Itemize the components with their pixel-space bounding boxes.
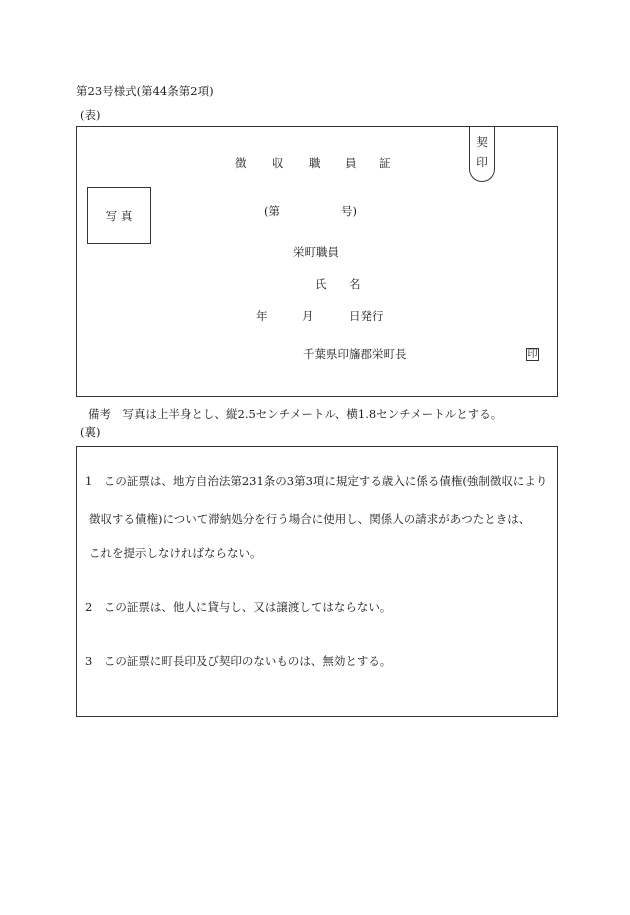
date-month: 月: [302, 309, 314, 323]
front-side-label: (表): [80, 108, 101, 122]
stamp-char: 印: [527, 348, 538, 360]
photo-label: 写 真: [105, 208, 133, 223]
card-title-char: 収: [272, 156, 284, 170]
seal-tab: [469, 126, 495, 182]
card-title-char: 員: [345, 156, 357, 170]
official-stamp: [526, 348, 539, 361]
note-line: 1 この証票は、地方自治法第231条の3第3項に規定する歳入に係る債権(強制徴収により: [85, 474, 548, 488]
name-label-char: 名: [349, 277, 361, 291]
card-title-char: 徴: [235, 156, 247, 170]
id-card-back: [76, 446, 558, 717]
photo-placeholder: [87, 187, 151, 244]
date-day: 日発行: [349, 309, 384, 323]
form-title: 第23号様式(第44条第2項): [76, 84, 214, 98]
date-year: 年: [256, 309, 268, 323]
seal-tab-char: 印: [476, 155, 488, 169]
note-line: 2 この証票は、他人に貸与し、又は譲渡してはならない。: [85, 600, 392, 614]
seal-tab-char: 契: [476, 135, 488, 149]
note-line: 3 この証票に町長印及び契印のないものは、無効とする。: [85, 654, 392, 668]
number-prefix: (第: [264, 204, 280, 218]
issuer: 千葉県印旛郡栄町長: [303, 347, 407, 361]
affiliation: 栄町職員: [293, 245, 339, 259]
remarks: 備考 写真は上半身とし、縦2.5センチメートル、横1.8センチメートルとする。: [88, 407, 503, 421]
name-label-char: 氏: [315, 277, 327, 291]
back-side-label: (裏): [80, 425, 101, 439]
card-title-char: 証: [379, 156, 391, 170]
note-line: 徴収する債権)について滞納処分を行う場合に使用し、関係人の請求があつたときは、: [89, 512, 531, 526]
note-line: これを提示しなければならない。: [89, 546, 262, 560]
card-title-char: 職: [309, 156, 321, 170]
id-card-front: [76, 126, 558, 397]
number-suffix: 号): [341, 204, 357, 218]
